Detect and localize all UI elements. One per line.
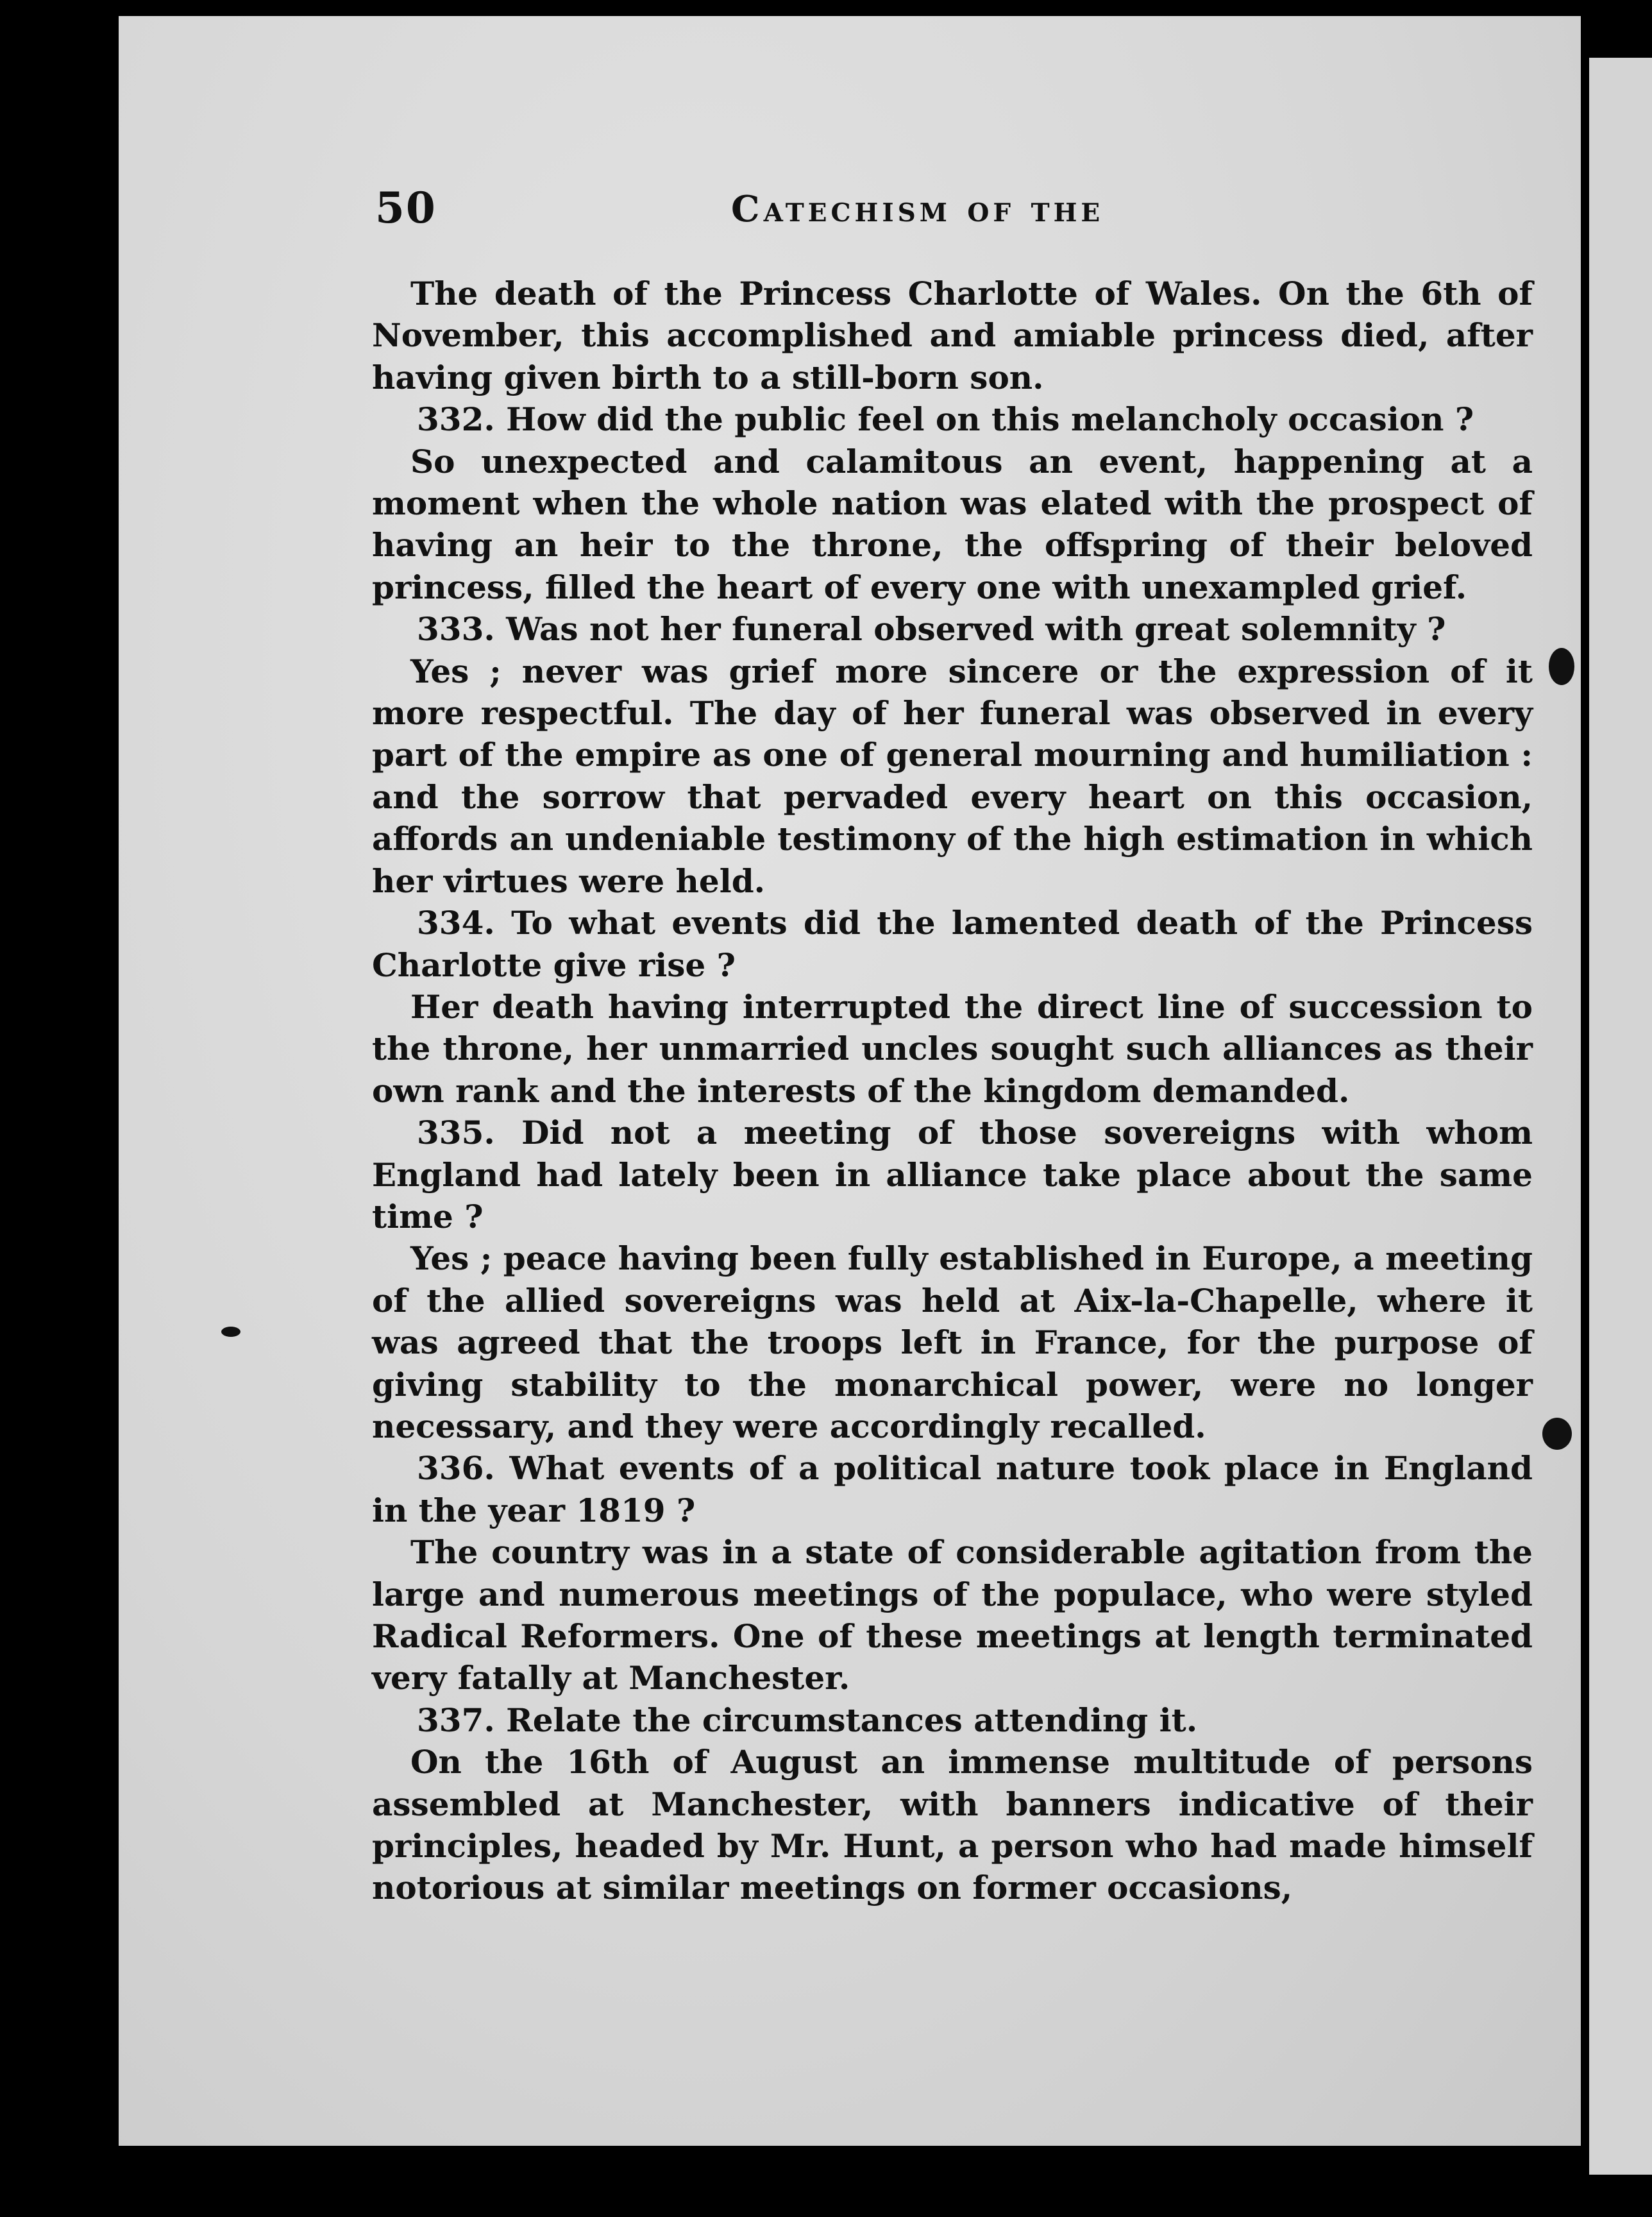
adjacent-page-edge (1589, 58, 1652, 2175)
question-334: 334. To what events did the lamented death of the Princess Charlotte give rise ? (372, 904, 1533, 984)
question-332: 332. How did the public feel on this melancholy occasion ? (417, 400, 1474, 439)
question-335: 335. Did not a meeting of those sovereigns with whom England had lately been in alliance take place about the same time ? (372, 1114, 1533, 1236)
answer-337: On the 16th of August an immense multitude of persons assembled at Manchester, with banners indicative of their principles, headed by Mr. Hunt, a person who had made himself notorious at similar meetings on former occasions, (372, 1743, 1533, 1907)
answer-336: The country was in a state of considerable agitation from the large and numerous meetings of the populace, who were styled Radical Reformers. One of these meetings at length terminated very fatally at Manchester. (372, 1533, 1533, 1697)
running-head (119, 183, 1581, 241)
ink-smudge (1542, 1418, 1572, 1450)
answer-334: Her death having interrupted the direct line of succession to the throne, her unmarried uncles sought such alliances as their own rank and the interests of the kingdom demanded. (372, 987, 1533, 1110)
answer-335: Yes ; peace having been fully established in Europe, a meeting of the allied sovereigns was held at Aix-la-Chapelle, where it was agreed that the troops left in France, for the purpose of giving stability to the monarchical power, were no longer necessary, and they were accordingly recalled. (372, 1239, 1533, 1445)
question-333: 333. Was not her funeral observed with great solemnity ? (417, 610, 1446, 649)
page-number: 50 (375, 183, 437, 233)
answer-333: Yes ; never was grief more sincere or the expression of it more respectful. The day of her funeral was observed in every part of the empire as one of general mourning and humiliation : and the sorrow that pervaded every heart on this occasion, affords an undeniable testimony of the high estimation in which her virtues were held. (372, 652, 1533, 900)
answer-332: So unexpected and calamitous an event, happening at a moment when the whole nation was elated with the prospect of having an heir to the throne, the offspring of their beloved princess, filled the heart of every one with unexampled grief. (372, 442, 1533, 606)
running-title: Catechism of the (731, 188, 1104, 230)
book-page (119, 16, 1581, 2146)
question-337: 337. Relate the circumstances attending it. (417, 1701, 1198, 1739)
ink-smudge (221, 1327, 240, 1337)
question-336: 336. What events of a political nature took place in England in the year 1819 ? (372, 1449, 1533, 1529)
answer-paragraph: The death of the Princess Charlotte of Wales. On the 6th of November, this accomplished and amiable princess died, after having given birth to a still-born son. (372, 275, 1533, 396)
ink-smudge (1549, 648, 1574, 685)
body-text (372, 273, 1533, 1909)
